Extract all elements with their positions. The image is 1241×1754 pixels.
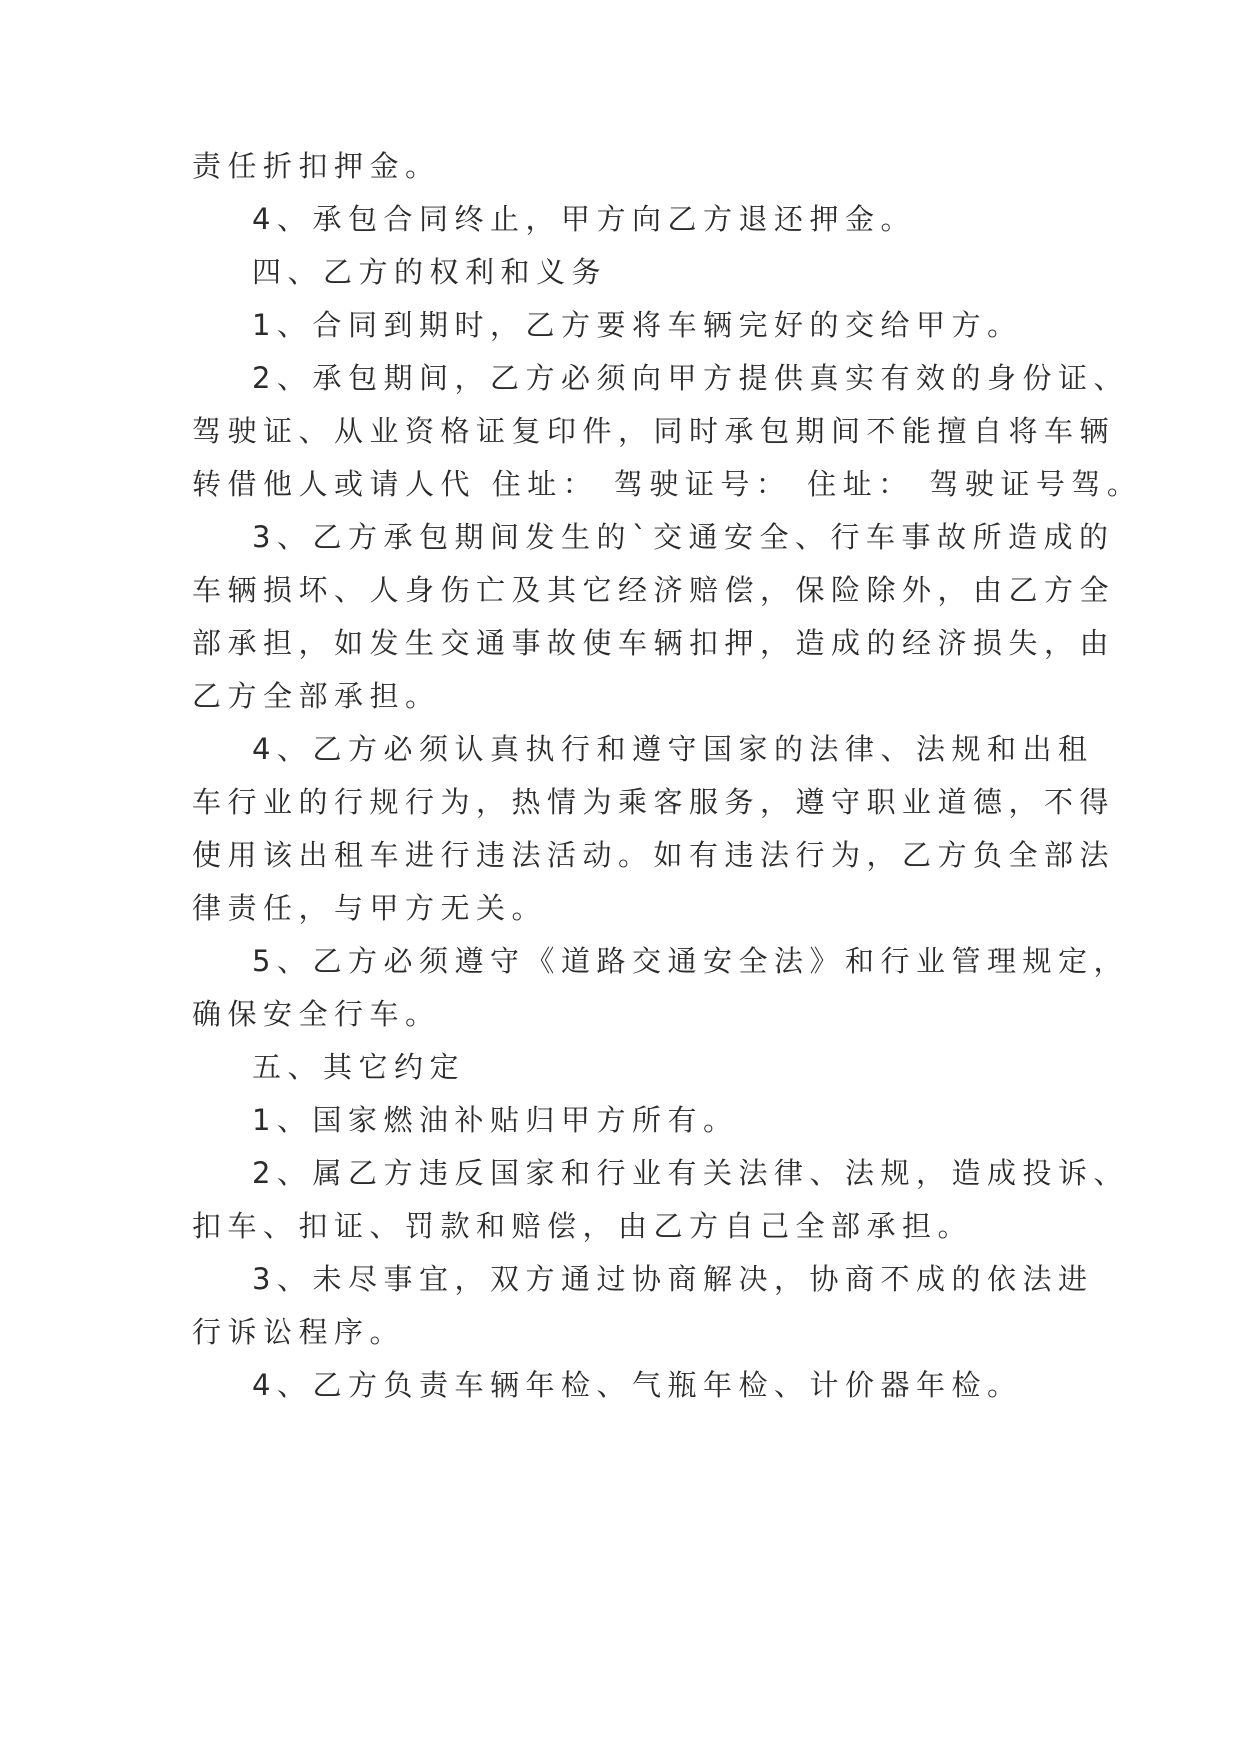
text-line: 责任折扣押金。 <box>192 149 441 183</box>
section-heading: 四、乙方的权利和义务 <box>252 255 608 289</box>
text-line: 2、属乙方违反国家和行业有关法律、法规，造成投诉、 <box>252 1156 1129 1190</box>
text-line: 1、国家燃油补贴归甲方所有。 <box>252 1103 739 1137</box>
text-line: 律责任，与甲方无关。 <box>192 891 548 925</box>
text-line: 1、合同到期时，乙方要将车辆完好的交给甲方。 <box>252 308 1023 342</box>
text-line: 4、乙方负责车辆年检、气瓶年检、计价器年检。 <box>252 1368 1023 1402</box>
text-line: 驾驶证、从业资格证复印件，同时承包期间不能擅自将车辆 <box>192 414 1116 448</box>
text-line: 3、未尽事宜，双方通过协商解决，协商不成的依法进 <box>252 1262 1094 1296</box>
text-line: 车行业的行规行为，热情为乘客服务，遵守职业道德，不得 <box>192 785 1116 819</box>
text-line: 车辆损坏、人身伤亡及其它经济赔偿，保险除外，由乙方全 <box>192 573 1116 607</box>
text-line: 行诉讼程序。 <box>192 1315 406 1349</box>
text-line: 3、乙方承包期间发生的`交通安全、行车事故所造成的 <box>252 520 1115 554</box>
text-line: 4、承包合同终止，甲方向乙方退还押金。 <box>252 202 916 236</box>
text-line: 乙方全部承担。 <box>192 679 441 713</box>
text-line: 确保安全行车。 <box>192 997 441 1031</box>
text-line: 使用该出租车进行违法活动。如有违法行为，乙方负全部法 <box>192 838 1116 872</box>
text-line: 扣车、扣证、罚款和赔偿，由乙方自己全部承担。 <box>192 1209 974 1243</box>
section-heading: 五、其它约定 <box>252 1050 466 1084</box>
text-line: 2、承包期间，乙方必须向甲方提供真实有效的身份证、 <box>252 361 1129 395</box>
text-line: 4、乙方必须认真执行和遵守国家的法律、法规和出租 <box>252 732 1094 766</box>
text-line: 5、乙方必须遵守《道路交通安全法》和行业管理规定， <box>252 944 1129 978</box>
text-line: 转借他人或请人代 住址： 驾驶证号： 住址： 驾驶证号驾。 <box>192 467 1143 501</box>
text-line: 部承担，如发生交通事故使车辆扣押，造成的经济损失，由 <box>192 626 1116 660</box>
